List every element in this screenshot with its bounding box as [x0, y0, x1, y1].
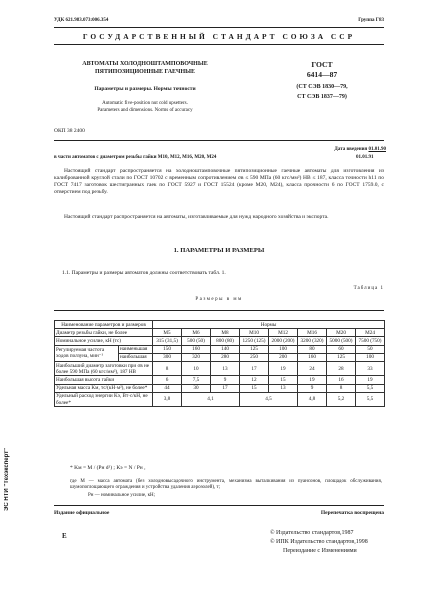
- value-cell: 5000 (500): [327, 337, 356, 345]
- table-top-rule: [54, 310, 384, 311]
- size-cell: М6: [182, 329, 211, 337]
- standard-title: ГОСУДАРСТВЕННЫЙ СТАНДАРТ СОЮЗА ССР: [82, 32, 356, 41]
- value-cell: 3200 (320): [298, 337, 327, 345]
- doc-subtitle: Параметры и размеры. Нормы точности: [94, 86, 196, 92]
- value-cell: 6: [153, 376, 182, 384]
- size-cell: М5: [153, 329, 182, 337]
- value-cell: 10: [182, 362, 211, 376]
- row-label: Наибольшая высота гайки: [55, 376, 153, 384]
- table-label: Таблица 1: [353, 286, 384, 291]
- value-cell: 19: [269, 362, 298, 376]
- size-cell: М24: [356, 329, 385, 337]
- value-cell: 125: [240, 345, 269, 353]
- sub-label: наименьшая: [119, 345, 153, 353]
- okp-rule: [54, 140, 384, 141]
- value-cell: 5,5: [356, 384, 385, 392]
- header-rule-bottom: [54, 44, 384, 45]
- value-cell: 160: [298, 353, 327, 361]
- value-cell: 160: [182, 345, 211, 353]
- table-row-mass: [55, 384, 385, 392]
- value-cell: 8: [153, 362, 182, 376]
- row-label: Номинальное усилие, кН (тс): [55, 337, 153, 345]
- value-cell: 315 (31,5): [153, 337, 182, 345]
- header-name: Наименование параметров и размеров: [55, 321, 153, 329]
- value-cell: 280: [211, 353, 240, 361]
- footnote-pn: Pн — номинальное усилие, кН;: [88, 493, 156, 498]
- size-cell: М8: [211, 329, 240, 337]
- value-cell: 28: [327, 362, 356, 376]
- value-cell: 800 (80): [211, 337, 240, 345]
- row-label: Удельный расход энергии Kэ, Вт·с/кН, не более*: [55, 392, 153, 406]
- value-cell: 200: [269, 353, 298, 361]
- value-cell: 9: [211, 376, 240, 384]
- value-cell: 300: [153, 353, 182, 361]
- value-cell: 3,8: [153, 392, 182, 406]
- group-code: Группа Г83: [358, 18, 384, 23]
- copyright-2: © ИПК Издательство стандартов,1998: [270, 539, 368, 545]
- okp-code: ОКП 38 2400: [54, 128, 85, 134]
- footnote-where: где M — масса автомата (без холодновысадочного инструмента, механизма выталкивания из пуансонов, площадок обслуживания, шумопоглощающего ограждения и устройства удаления аэрозолей), т;: [70, 479, 382, 491]
- scope-line: в части автоматов с диаметром резьбы гайки М10, М12, М16, М20, М24: [54, 155, 217, 160]
- sub-label: наибольшая: [119, 353, 153, 361]
- date-1: 01.01.90: [368, 147, 386, 152]
- size-cell: М20: [327, 329, 356, 337]
- size-cell: М10: [240, 329, 269, 337]
- value-cell: 140: [211, 345, 240, 353]
- value-cell: 4,8: [298, 392, 327, 406]
- value-cell: 12: [240, 376, 269, 384]
- row-label: Наибольший диаметр заготовки при σв не более 590 МПа (60 кгс/мм²), 187 НВ: [55, 362, 153, 376]
- table-row-force: [55, 337, 385, 345]
- value-cell: 80: [298, 345, 327, 353]
- footer-rule: [54, 505, 384, 506]
- value-cell: 4,5: [240, 392, 298, 406]
- gost-number: 6414—87: [306, 70, 338, 79]
- table-row-energy: [55, 392, 385, 406]
- gost-label: ГОСТ: [311, 60, 333, 69]
- value-cell: 500 (50): [182, 337, 211, 345]
- value-cell: 24: [298, 362, 327, 376]
- value-cell: 4,1: [182, 392, 240, 406]
- value-cell: 250: [240, 353, 269, 361]
- row-label: Регулируемая частота ходов ползуна, мин⁻¹: [55, 345, 119, 361]
- value-cell: 2000 (200): [269, 337, 298, 345]
- table-row-diameter: [55, 329, 385, 337]
- doc-title-line2: ПЯТИПОЗИЦИОННЫЕ ГАЕЧНЫЕ: [94, 69, 196, 75]
- value-cell: 15: [240, 384, 269, 392]
- size-cell: М12: [269, 329, 298, 337]
- value-cell: 5,5: [356, 392, 385, 406]
- value-cell: 44: [153, 384, 182, 392]
- intro-paragraph-1: Настоящий стандарт распространяется на холодноштамповочные пятипозиционные гаечные автоматы для изготовления из калиброванной круглой стали по ГОСТ 10702 с временным сопротивлением σв ≤ 590 МПа (60 кгс/мм²) НВ ≤ 187, класса точности h11 по ГОСТ 7417 заготовок шестигранных гаек по ГОСТ 5927 и ГОСТ 15524 (кроме М20, М24), класса прочности 6 по ГОСТ 1759.0, с отверстием под резьбу.: [54, 168, 384, 195]
- table-header-row: [55, 321, 385, 329]
- table-row-height: [55, 376, 385, 384]
- value-cell: 15: [269, 376, 298, 384]
- value-cell: 17: [211, 384, 240, 392]
- date-label: Дата введения: [334, 147, 368, 152]
- value-cell: 320: [182, 353, 211, 361]
- value-cell: 19: [298, 376, 327, 384]
- udc-code: УДК 621.983.073:006.354: [54, 18, 109, 23]
- official-edition: Издание официальное: [54, 510, 110, 516]
- value-cell: 7,5: [182, 376, 211, 384]
- reprint-notice: Перепечатка воспрещена: [320, 510, 384, 516]
- copyright-1: © Издательство стандартов,1987: [270, 530, 354, 536]
- value-cell: 19: [356, 376, 385, 384]
- side-watermark: ЭС НТИ "Техэксперт": [4, 448, 10, 511]
- edition-letter: Е: [62, 532, 67, 540]
- sev-ref-1: (СТ СЭВ 1830—79,: [296, 84, 348, 90]
- value-cell: 13: [269, 384, 298, 392]
- value-cell: 100: [269, 345, 298, 353]
- value-cell: 7500 (750): [356, 337, 385, 345]
- value-cell: 9: [298, 384, 327, 392]
- value-cell: 1250 (125): [240, 337, 269, 345]
- table-caption: Размеры в мм: [195, 297, 243, 302]
- date-block: [326, 147, 386, 153]
- value-cell: 30: [182, 384, 211, 392]
- value-cell: 100: [356, 353, 385, 361]
- date-2: 01.01.91: [356, 155, 374, 160]
- parameters-table: [54, 320, 385, 407]
- size-cell: М16: [298, 329, 327, 337]
- section-heading: 1. ПАРАМЕТРЫ И РАЗМЕРЫ: [173, 247, 265, 254]
- intro-paragraph-2: Настоящий стандарт распространяется на автоматы, изготавливаемые для нужд народного хозяйства и экспорта.: [64, 214, 329, 220]
- reissue-note: Переиздание с Изменениями: [283, 548, 357, 554]
- value-cell: 16: [327, 376, 356, 384]
- value-cell: 5,2: [327, 392, 356, 406]
- value-cell: 17: [240, 362, 269, 376]
- doc-title-en-1: Automatic five-position nut cold upsetters.: [102, 101, 188, 106]
- table-row-blank: [55, 362, 385, 376]
- value-cell: 125: [327, 353, 356, 361]
- value-cell: 150: [153, 345, 182, 353]
- table-row-stroke-min: [55, 345, 385, 353]
- row-label: Удельная масса Kм, тс/(кН·м²), не более*: [55, 384, 153, 392]
- value-cell: 60: [327, 345, 356, 353]
- doc-title-line1: АВТОМАТЫ ХОЛОДНОШТАМПОВОЧНЫЕ: [82, 61, 208, 67]
- value-cell: 33: [356, 362, 385, 376]
- value-cell: 13: [211, 362, 240, 376]
- value-cell: 8: [327, 384, 356, 392]
- value-cell: 50: [356, 345, 385, 353]
- doc-title-en-2: Parameters and dimensions. Norms of accuracy: [97, 108, 193, 113]
- header-norms: Нормы: [153, 321, 385, 329]
- header-rule-top: [54, 27, 384, 28]
- section-paragraph: 1.1. Параметры и размеры автоматов должны соответствовать табл. 1.: [62, 270, 226, 276]
- sev-ref-2: СТ СЭВ 1837—79): [297, 94, 347, 100]
- row-label: Диаметр резьбы гайки, не более: [55, 329, 153, 337]
- footnote-formula: * Kм = M / (Pн d²) ; Kэ = N / Pн ,: [70, 465, 146, 471]
